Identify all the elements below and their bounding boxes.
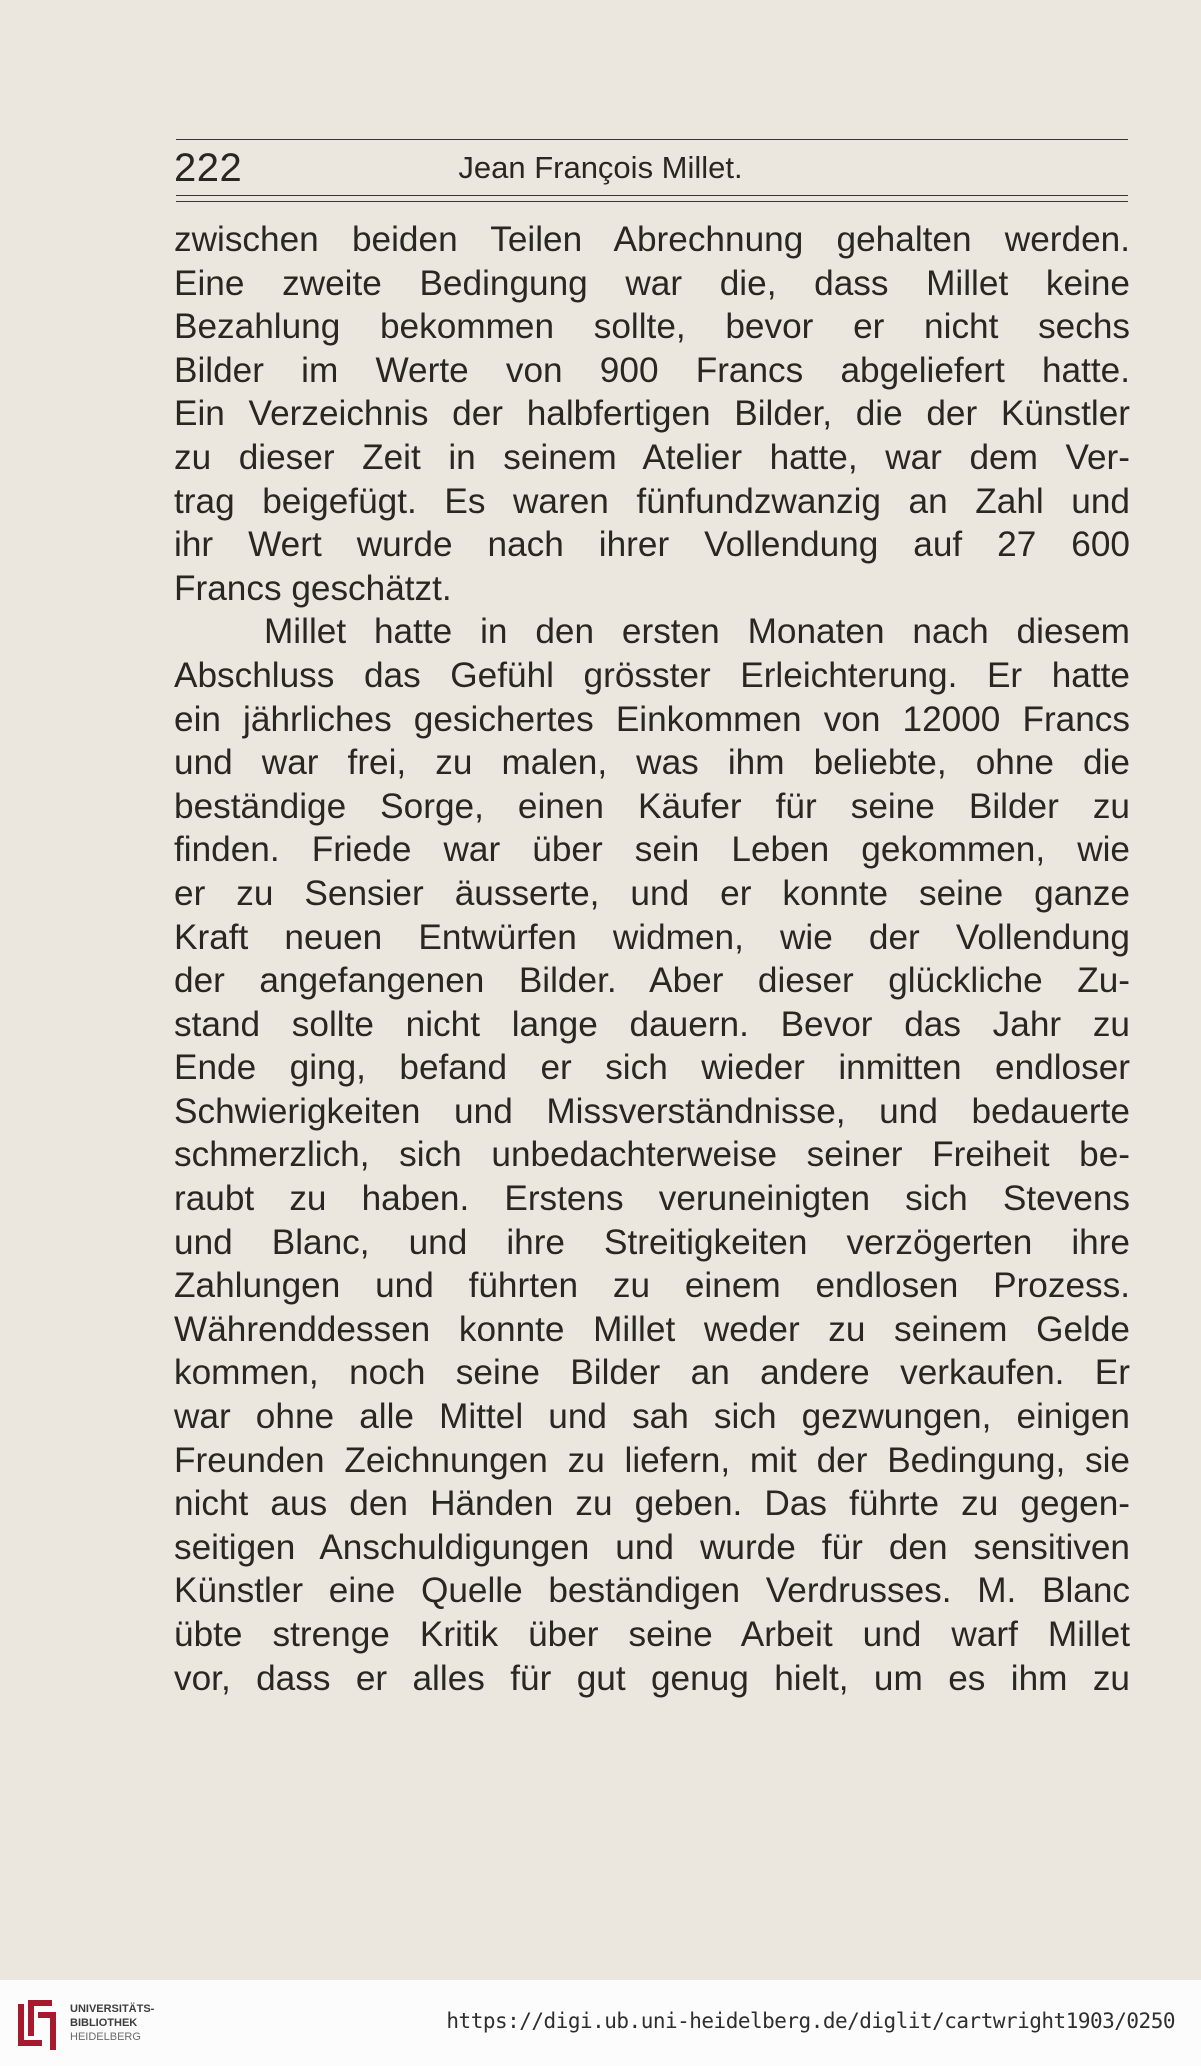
text-line: stand sollte nicht lange dauern. Bevor das Jahr zu <box>174 1004 1130 1044</box>
text-line: er zu Sensier äusserte, und er konnte seine ganze <box>174 873 1130 913</box>
text-line: Währenddessen konnte Millet weder zu seinem Gelde <box>174 1309 1130 1349</box>
text-line: kommen, noch seine Bilder an andere verkaufen. Er <box>174 1353 1130 1393</box>
text-line: Kraft neuen Entwürfen widmen, wie der Vollendung <box>174 917 1130 957</box>
university-library-logo-icon <box>12 1996 62 2054</box>
permalink-url[interactable]: https://digi.ub.uni-heidelberg.de/diglit/cartwright1903/0250 <box>446 2009 1175 2033</box>
header-rule-bottom-double <box>176 201 1128 202</box>
text-line: seitigen Anschuldigungen und wurde für den sensitiven <box>174 1527 1130 1567</box>
text-line: Eine zweite Bedingung war die, dass Millet keine <box>174 263 1130 303</box>
text-line: Bezahlung bekommen sollte, bevor er nicht sechs <box>174 307 1130 347</box>
header-rule-top <box>176 139 1128 140</box>
text-line: und Blanc, und ihre Streitigkeiten verzögerten ihre <box>174 1222 1130 1262</box>
text-line: vor, dass er alles für gut genug hielt, um es ihm zu <box>174 1658 1130 1698</box>
body-text <box>174 218 1130 1700</box>
text-line: Schwierigkeiten und Missverständnisse, und bedauerte <box>174 1091 1130 1131</box>
text-line: zu dieser Zeit in seinem Atelier hatte, war dem Ver- <box>174 437 1130 477</box>
library-name-line: UNIVERSITÄTS- <box>70 2003 155 2015</box>
text-line: Ein Verzeichnis der halbfertigen Bilder, die der Künstler <box>174 394 1130 434</box>
text-line: Francs geschätzt. <box>174 568 452 608</box>
text-line: zwischen beiden Teilen Abrechnung gehalten werden. <box>174 220 1130 259</box>
text-line: Künstler eine Quelle beständigen Verdrusses. M. Blanc <box>174 1571 1130 1611</box>
text-line: Bilder im Werte von 900 Francs abgeliefert hatte. <box>174 350 1130 390</box>
text-line: der angefangenen Bilder. Aber dieser glückliche Zu- <box>174 961 1130 1001</box>
text-line: trag beigefügt. Es waren fünfundzwanzig an Zahl und <box>174 481 1130 521</box>
text-line: Ende ging, befand er sich wieder inmitten endloser <box>174 1048 1130 1088</box>
text-line: finden. Friede war über sein Leben gekommen, wie <box>174 830 1130 870</box>
header-rule-bottom <box>176 195 1128 196</box>
text-line: ihr Wert wurde nach ihrer Vollendung auf 27 600 <box>174 525 1130 565</box>
text-line: Zahlungen und führten zu einem endlosen Prozess. <box>174 1266 1130 1306</box>
text-line: und war frei, zu malen, was ihm beliebte, ohne die <box>174 743 1130 783</box>
text-line: nicht aus den Händen zu geben. Das führte zu gegen- <box>174 1484 1130 1524</box>
text-line: ein jährliches gesichertes Einkommen von 12000 Francs <box>174 699 1130 739</box>
library-name-line: BIBLIOTHEK <box>70 2017 138 2029</box>
viewer-footer <box>0 1980 1201 2066</box>
text-line: Abschluss das Gefühl grösster Erleichterung. Er hatte <box>174 655 1130 695</box>
running-title: Jean François Millet. <box>458 150 743 185</box>
text-line: raubt zu haben. Erstens veruneinigten sich Stevens <box>174 1179 1130 1219</box>
library-name <box>70 2002 154 2044</box>
library-name-line: HEIDELBERG <box>70 2031 141 2043</box>
text-line: beständige Sorge, einen Käufer für seine Bilder zu <box>174 786 1130 826</box>
text-line: schmerzlich, sich unbedachterweise seiner Freiheit be- <box>174 1135 1130 1175</box>
text-line: war ohne alle Mittel und sah sich gezwungen, einigen <box>174 1397 1130 1437</box>
text-line: übte strenge Kritik über seine Arbeit und warf Millet <box>174 1615 1130 1654</box>
text-line: Freunden Zeichnungen zu liefern, mit der Bedingung, sie <box>174 1440 1130 1480</box>
page-number: 222 <box>174 146 243 190</box>
text-line-paragraph-start: Millet hatte in den ersten Monaten nach diesem <box>264 612 1130 652</box>
